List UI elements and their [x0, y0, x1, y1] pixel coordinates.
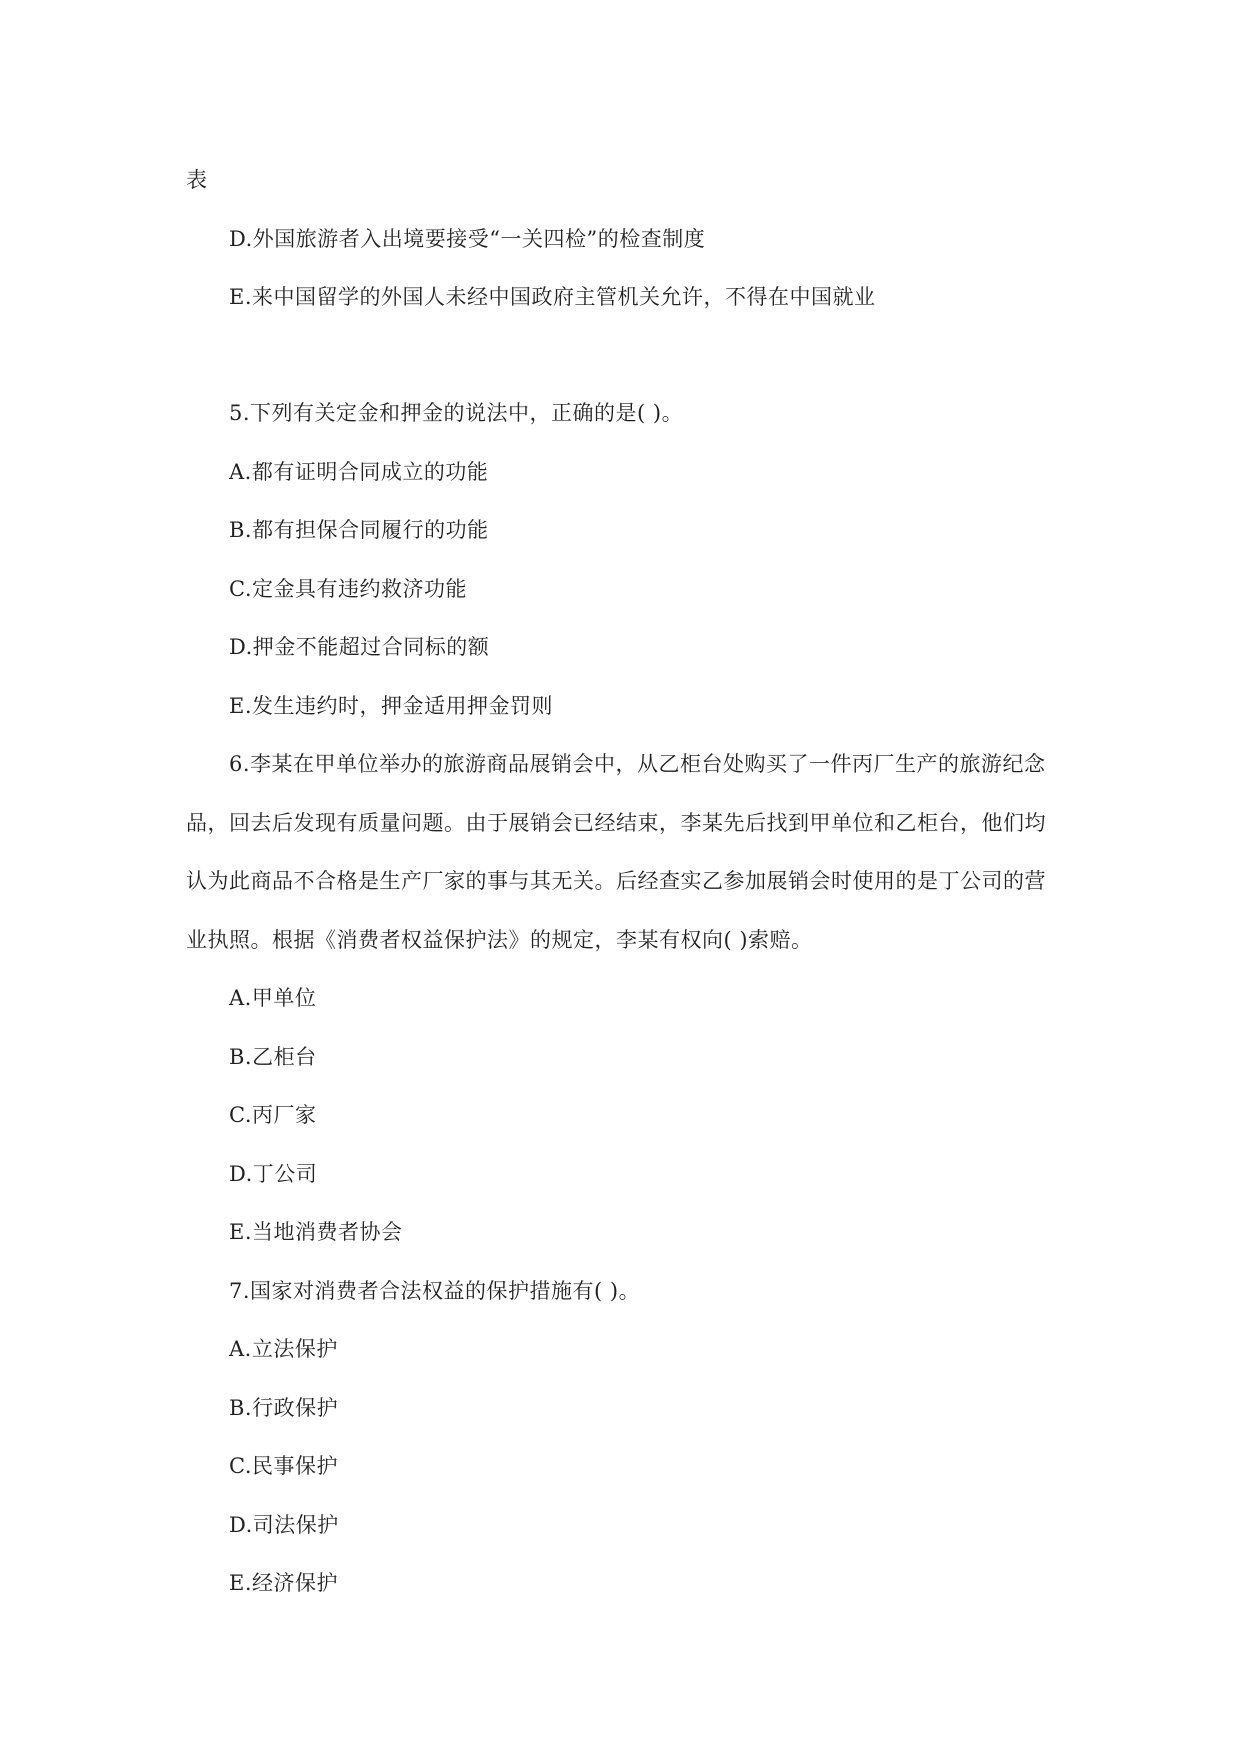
question-6-line-3: 认为此商品不合格是生产厂家的事与其无关。后经查实乙参加展销会时使用的是丁公司的营 — [186, 869, 1046, 893]
q5-option-c: C.定金具有违约救济功能 — [229, 577, 467, 601]
q7-option-c: C.民事保护 — [229, 1454, 338, 1478]
q4-option-e: E.来中国留学的外国人未经中国政府主管机关允许，不得在中国就业 — [229, 285, 876, 309]
q5-option-e: E.发生违约时，押金适用押金罚则 — [229, 694, 554, 718]
question-6-line-4: 业执照。根据《消费者权益保护法》的规定，李某有权向( )索赔。 — [186, 928, 813, 952]
question-7: 7.国家对消费者合法权益的保护措施有( )。 — [229, 1279, 641, 1303]
continuation-line: 表 — [186, 168, 208, 192]
q5-option-d: D.押金不能超过合同标的额 — [229, 635, 490, 659]
q7-option-e: E.经济保护 — [229, 1571, 339, 1595]
q7-option-b: B.行政保护 — [229, 1396, 339, 1420]
q7-option-d: D.司法保护 — [229, 1513, 339, 1537]
question-5: 5.下列有关定金和押金的说法中，正确的是( )。 — [229, 401, 684, 425]
question-6-line-1: 6.李某在甲单位举办的旅游商品展销会中，从乙柜台处购买了一件丙厂生产的旅游纪念 — [229, 752, 1046, 776]
q6-option-c: C.丙厂家 — [229, 1103, 317, 1127]
q4-option-d: D.外国旅游者入出境要接受“一关四检”的检查制度 — [229, 227, 706, 251]
q5-option-a: A.都有证明合同成立的功能 — [229, 460, 489, 484]
q6-option-e: E.当地消费者协会 — [229, 1220, 403, 1244]
q6-option-b: B.乙柜台 — [229, 1045, 317, 1069]
q5-option-b: B.都有担保合同履行的功能 — [229, 518, 489, 542]
q6-option-a: A.甲单位 — [229, 986, 317, 1010]
q6-option-d: D.丁公司 — [229, 1162, 318, 1186]
q7-option-a: A.立法保护 — [229, 1337, 338, 1361]
question-6-line-2: 品，回去后发现有质量问题。由于展销会已经结束，李某先后找到甲单位和乙柜台，他们均 — [186, 811, 1046, 835]
